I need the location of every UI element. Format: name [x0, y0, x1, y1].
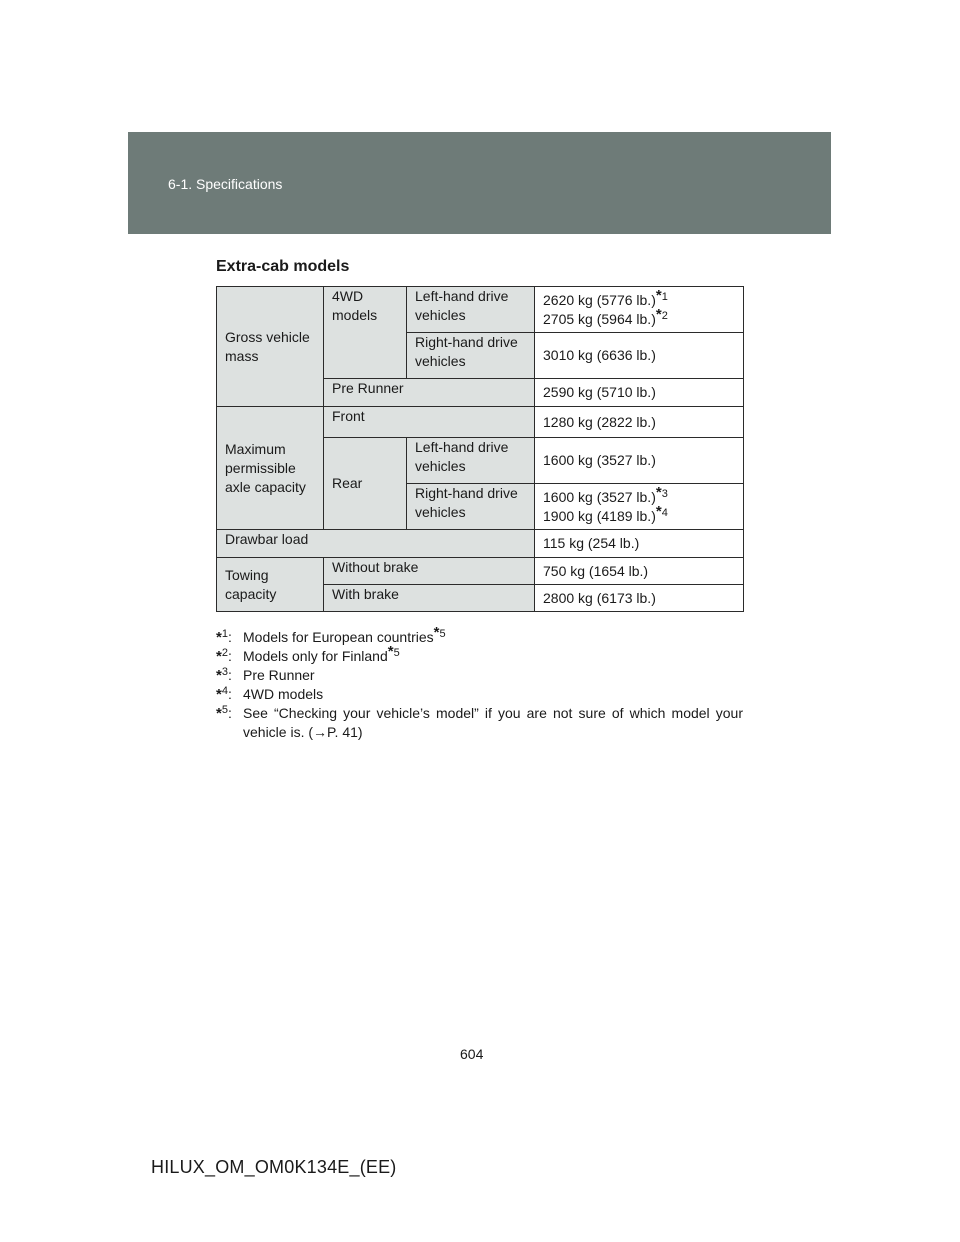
rear-lhd-label: Left-hand drive vehicles	[407, 438, 535, 484]
section-header-bar	[128, 132, 831, 234]
with-brake-value: 2800 kg (6173 lb.)	[535, 585, 744, 612]
max-axle-capacity-label: Maximum permissible axle capacity	[217, 407, 324, 530]
drawbar-load-value: 115 kg (254 lb.)	[535, 530, 744, 558]
footnote-3: *$^3$: Pre Runner	[216, 666, 315, 684]
without-brake-label: Without brake	[324, 558, 535, 585]
footnotes	[216, 624, 743, 742]
section-title: Extra-cab models	[216, 258, 350, 275]
footnote-2: *$^2$: Models only for Finland$^{*5}$	[216, 643, 400, 665]
footnote-4: *$^4$: 4WD models	[216, 685, 324, 703]
table-row	[217, 287, 744, 333]
prerunner-gross-mass-value: 2590 kg (5710 lb.)	[535, 379, 744, 407]
page-number: 604	[460, 1046, 484, 1062]
rhd-gross-mass-value: 3010 kg (6636 lb.)	[535, 333, 744, 379]
front-axle-value: 1280 kg (2822 lb.)	[535, 407, 744, 438]
document-code: HILUX_OM_OM0K134E_(EE)	[151, 1157, 397, 1177]
section-header-text: 6-1. Specifications	[168, 176, 283, 192]
front-axle-label: Front	[324, 407, 535, 438]
lhd-gross-mass-value: 2620 kg (5776 lb.)$^{*1}$ 2705 kg (5964 lb.)$^{*2}$	[535, 287, 744, 333]
table-row	[217, 407, 744, 438]
rhd-label: Right-hand drive vehicles	[407, 333, 535, 379]
table-row	[217, 558, 744, 585]
rear-lhd-value: 1600 kg (3527 lb.)	[535, 438, 744, 484]
with-brake-label: With brake	[324, 585, 535, 612]
prerunner-label: Pre Runner	[324, 379, 535, 407]
rear-rhd-label: Right-hand drive vehicles	[407, 484, 535, 530]
lhd-label: Left-hand drive vehicles	[407, 287, 535, 333]
specification-table	[216, 286, 744, 612]
rear-rhd-value: 1600 kg (3527 lb.)$^{*3}$ 1900 kg (4189 lb.)$^{*4}$	[535, 484, 744, 530]
drawbar-load-label: Drawbar load	[217, 530, 535, 558]
footnote-1: *$^1$: Models for European countries$^{*5}$	[216, 624, 446, 646]
table-row	[217, 530, 744, 558]
rear-axle-label: Rear	[324, 438, 407, 530]
without-brake-value: 750 kg (1654 lb.)	[535, 558, 744, 585]
towing-capacity-label: Towing capacity	[217, 558, 324, 612]
footnote-5: *$^5$: See “Checking your vehicle’s model” if you are not sure of which model your vehicle is. (→P. 41)	[216, 704, 743, 740]
gross-vehicle-mass-label: Gross vehicle mass	[217, 287, 324, 407]
4wd-models-label: 4WD models	[324, 287, 407, 379]
